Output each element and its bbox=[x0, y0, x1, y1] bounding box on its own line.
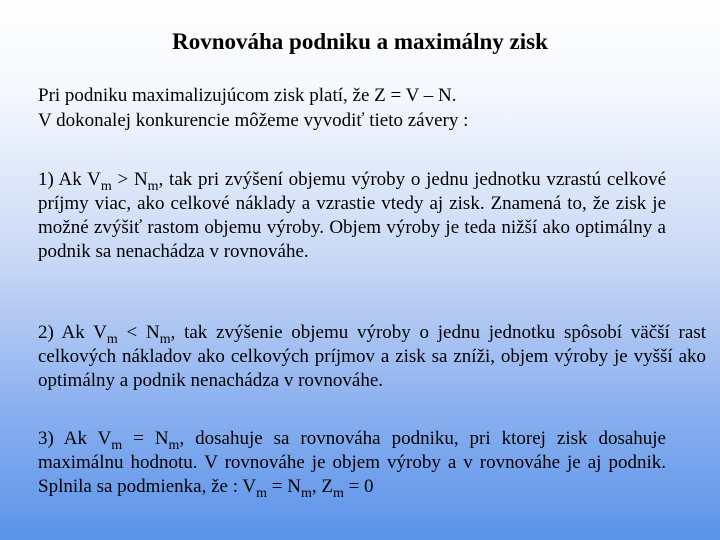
case-2-prefix: 2) Ak V bbox=[38, 322, 107, 343]
condition-end: = 0 bbox=[343, 476, 374, 497]
condition-sub-n: m bbox=[300, 486, 312, 501]
condition-equals: = N bbox=[267, 476, 301, 497]
case-1-prefix: 1) Ak V bbox=[38, 169, 101, 190]
case-2-paragraph bbox=[38, 321, 706, 393]
case-3-sub-n: m bbox=[168, 438, 180, 453]
case-3-prefix: 3) Ak V bbox=[38, 428, 112, 449]
case-1-operator: > N bbox=[111, 169, 148, 190]
case-2-sub-v: m bbox=[106, 332, 118, 347]
case-3-sub-v: m bbox=[111, 438, 123, 453]
case-2-text: , tak zvýšenie objemu výroby o jednu jednotku spôsobí väčší rast celkových nákladov ako celkových príjmov a zisk sa zníži, objem výroby je vyšší ako optimálny a podnik nenachádza v rovnováhe. bbox=[38, 322, 706, 391]
condition-sub-z: m bbox=[332, 486, 344, 501]
intro-line-2: V dokonalej konkurencie môžeme vyvodiť tieto závery : bbox=[38, 110, 469, 131]
condition-z: , Z bbox=[311, 476, 333, 497]
case-3-paragraph bbox=[38, 427, 666, 499]
case-1-paragraph bbox=[38, 168, 666, 264]
intro-line-1: Pri podniku maximalizujúcom zisk platí, že Z = V – N. bbox=[38, 85, 457, 106]
case-1-sub-n: m bbox=[147, 179, 159, 194]
intro-text bbox=[38, 83, 678, 133]
slide-title: Rovnováha podniku a maximálny zisk bbox=[172, 29, 548, 54]
condition-sub-v: m bbox=[256, 486, 268, 501]
case-2-sub-n: m bbox=[159, 332, 171, 347]
case-1-text: , tak pri zvýšení objemu výroby o jednu jednotku vzrastú celkové príjmy viac, ako celkové náklady a vzrastie vtedy aj zisk. Znamená to, že zisk je možné zvýšiť rastom objemu výroby. Objem výroby je teda nižší ako optimálny a podnik sa nenachádza v rovnováhe. bbox=[38, 169, 667, 262]
case-1-sub-v: m bbox=[100, 179, 112, 194]
case-3-text: , dosahuje sa rovnováha podniku, pri ktorej zisk dosahuje maximálnu hodnotu. V rovnováhe je objem výroby a v rovnováhe je aj podnik. Splnila sa podmienka, že : V bbox=[38, 428, 666, 497]
case-2-operator: < N bbox=[117, 322, 160, 343]
case-3-operator: = N bbox=[122, 428, 169, 449]
